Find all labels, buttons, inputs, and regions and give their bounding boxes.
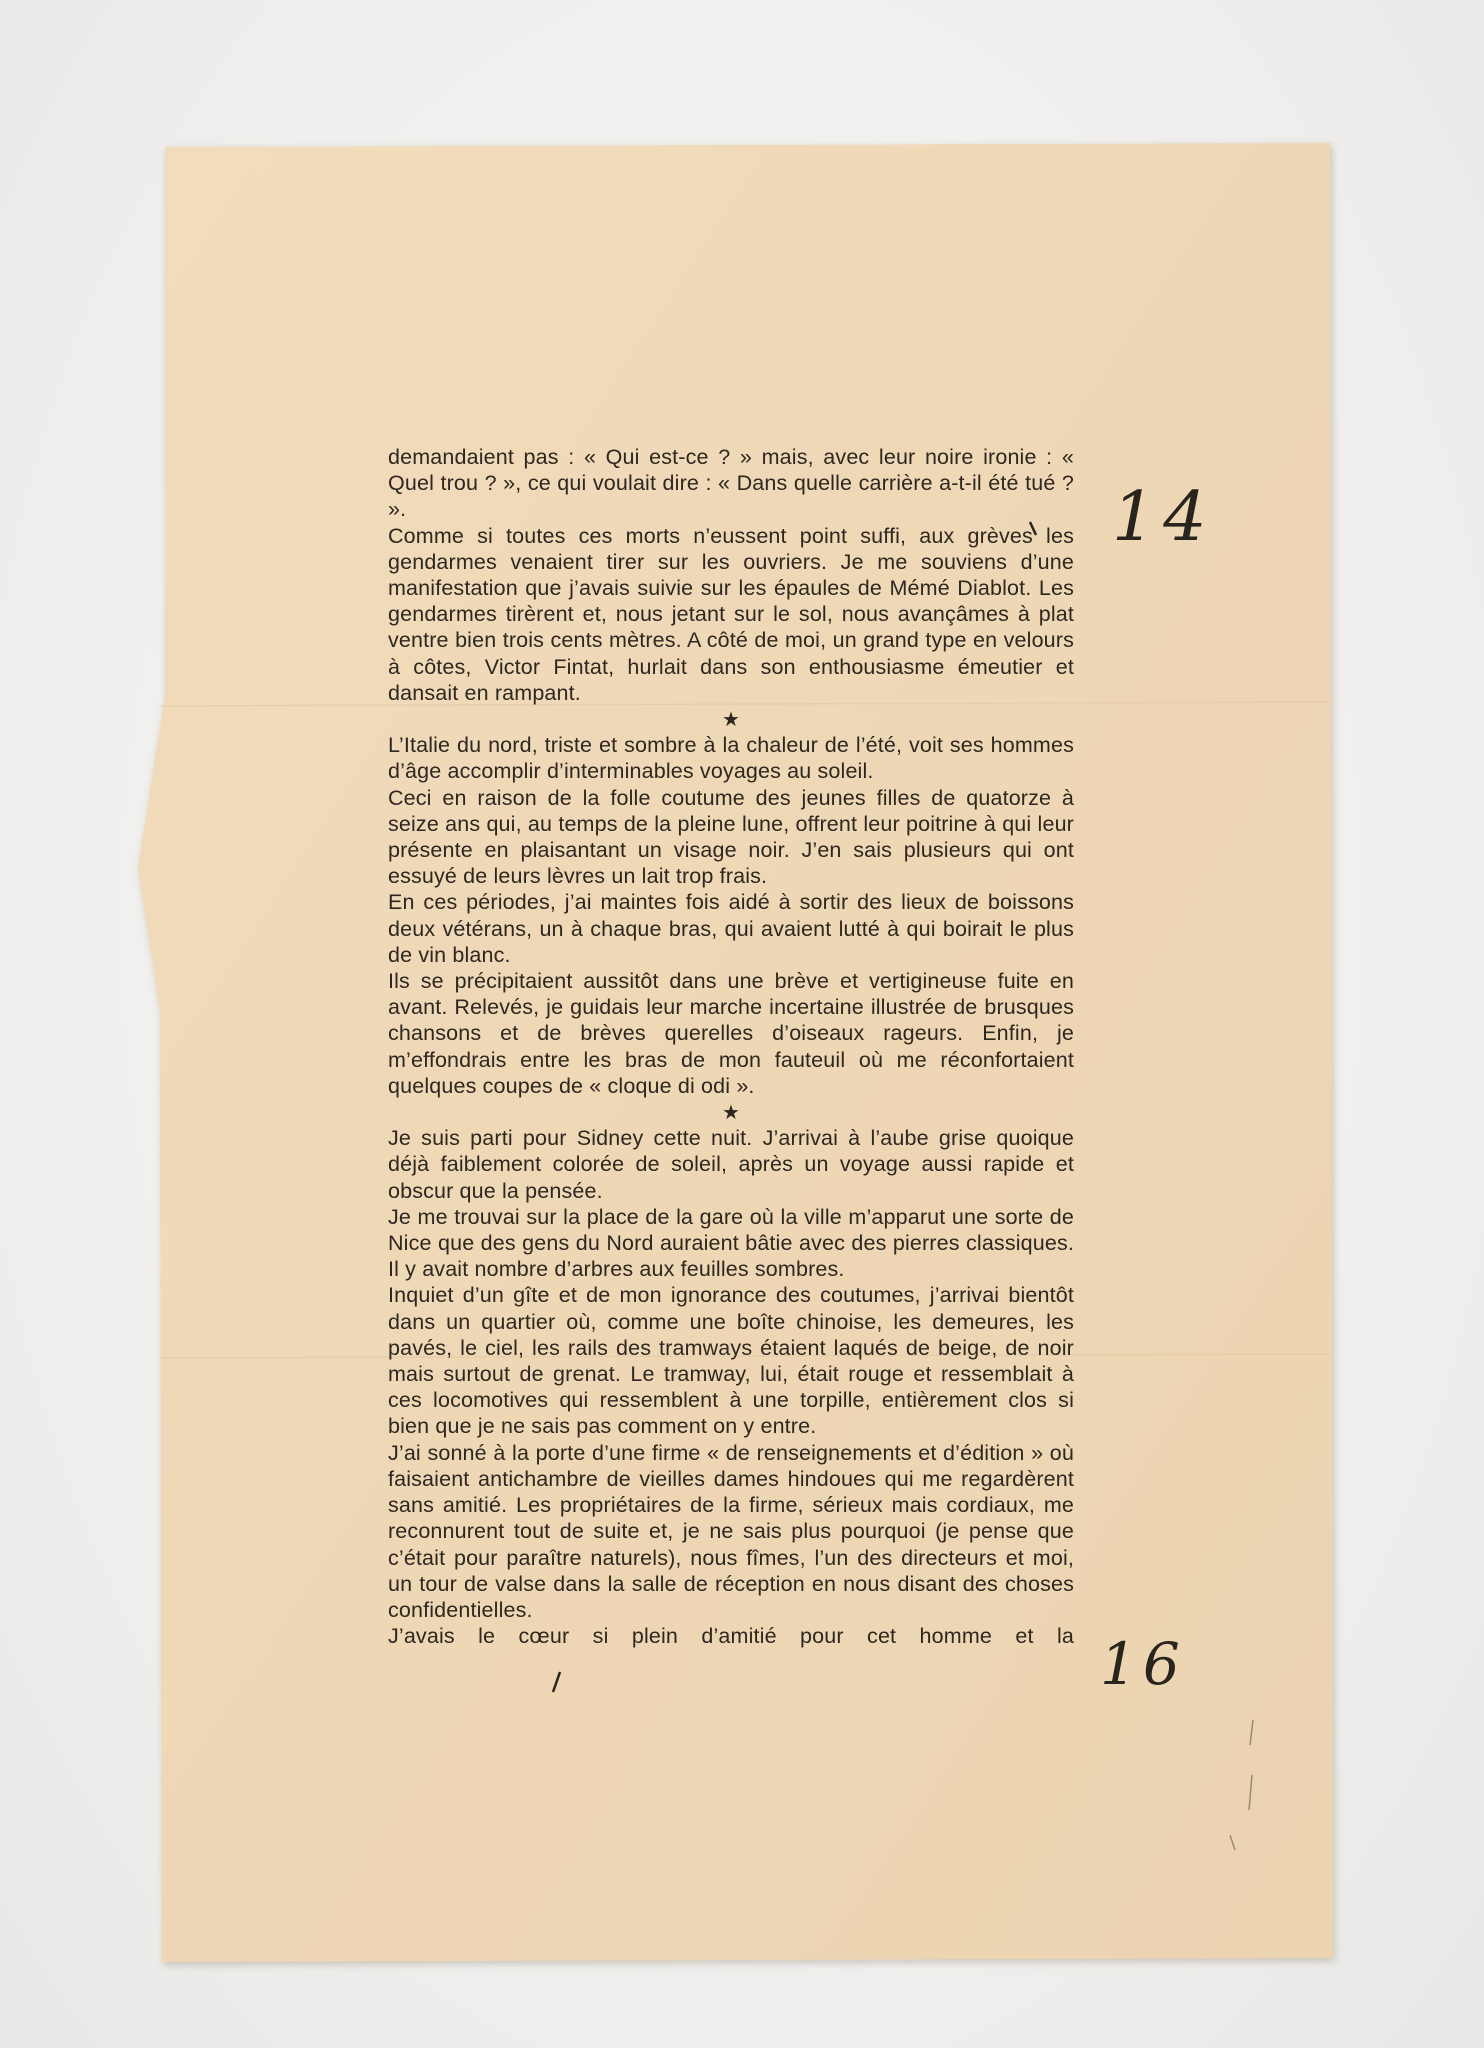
section-separator-star: ★ <box>721 1100 741 1125</box>
handwritten-page-number-top: 14 <box>1112 478 1215 557</box>
handwritten-page-number-middle: 16 <box>1100 1630 1186 1698</box>
paragraph-italie-du-nord: L’Italie du nord, triste et sombre à la chaleur de l’été, voit ses hommes d’âge accomplir d’interminables voyages au soleil. <box>388 733 1074 784</box>
paragraph-quartier: Inquiet d’un gîte et de mon ignorance des coutumes, j’arrivai bientôt dans un quartier où, comme une boîte chinoise, les demeures, les pavés, le ciel, les rails des tramways étaient laqués de beige, de noir mais surtout de grenat. Le tramway, lui, était rouge et ressemblait à ces locomotives qui ressemblent à une torpille, entièrement clos si bien que je ne sais pas comment on y entre. <box>388 1283 1074 1439</box>
paragraph-coeur: J’avais le cœur si plein d’amitié pour cet homme et la <box>388 1624 1074 1649</box>
paragraph-gendarmes: Comme si toutes ces morts n’eussent point suffi, aux grèves les gendarmes venaient tirer sur les ouvriers. Je me souviens d’une manifestation que j’avais suivie sur les épaules de Mémé Diablot. Les gendarmes tirèrent et, nous jetant sur le sol, nous avançâmes à plat ventre bien trois cents mètres. A côté de moi, un grand type en velours à côtes, Victor Fintat, hurlait dans son enthousiasme émeutier et dansait en rampant. <box>388 523 1074 705</box>
paragraph-cemetery-ending: demandaient pas : « Qui est-ce ? » mais, avec leur noire ironie : « Quel trou ? », ce qui voulait dire : « Dans quelle carrière a-t-il été tué ? ». <box>388 445 1074 522</box>
section-separator-star: ★ <box>721 707 741 732</box>
paragraph-sidney: Je suis parti pour Sidney cette nuit. J’arrivai à l’aube grise quoique déjà faiblement colorée de soleil, après un voyage aussi rapide et obscur que la pensée. <box>388 1126 1074 1203</box>
paragraph-firme: J’ai sonné à la porte d’une firme « de renseignements et d’édition » où faisaient antichambre de vieilles dames hindoues qui me regardèrent sans amitié. Les propriétaires de la firme, sérieux mais cordiaux, me reconnurent tout de suite et, je ne sais plus pourquoi (je pense que c’était pour paraître naturels), nous fîmes, l’un des directeurs et moi, un tour de valse dans la salle de réception en nous disant des choses confidentielles. <box>388 1440 1074 1622</box>
paragraph-fuite: Ils se précipitaient aussitôt dans une brève et vertigineuse fuite en avant. Relevés, je guidais leur marche incertaine illustrée de brusques chansons et de brèves querelles d’oiseaux rageurs. Enfin, je m’effondrais entre les bras de mon fauteuil où me réconfortaient quelques coupes de « cloque di odi ». <box>388 969 1074 1098</box>
typed-text-column <box>388 444 1074 1649</box>
paragraph-place-de-la-gare: Je me trouvai sur la place de la gare où la ville m’apparut une sorte de Nice que des gens du Nord auraient bâtie avec des pierres classiques. Il y avait nombre d’arbres aux feuilles sombres. <box>388 1204 1074 1282</box>
paragraph-coutume: Ceci en raison de la folle coutume des jeunes filles de quatorze à seize ans qui, au temps de la pleine lune, offrent leur poitrine à qui leur présente en plaisantant un visage noir. J’en sais plusieurs qui ont essuyé de leurs lèvres un lait trop frais. <box>388 785 1074 889</box>
paragraph-periodes: En ces périodes, j’ai maintes fois aidé à sortir des lieux de boissons deux vétérans, un à chaque bras, qui avaient lutté à qui boirait le plus de vin blanc. <box>388 890 1074 967</box>
